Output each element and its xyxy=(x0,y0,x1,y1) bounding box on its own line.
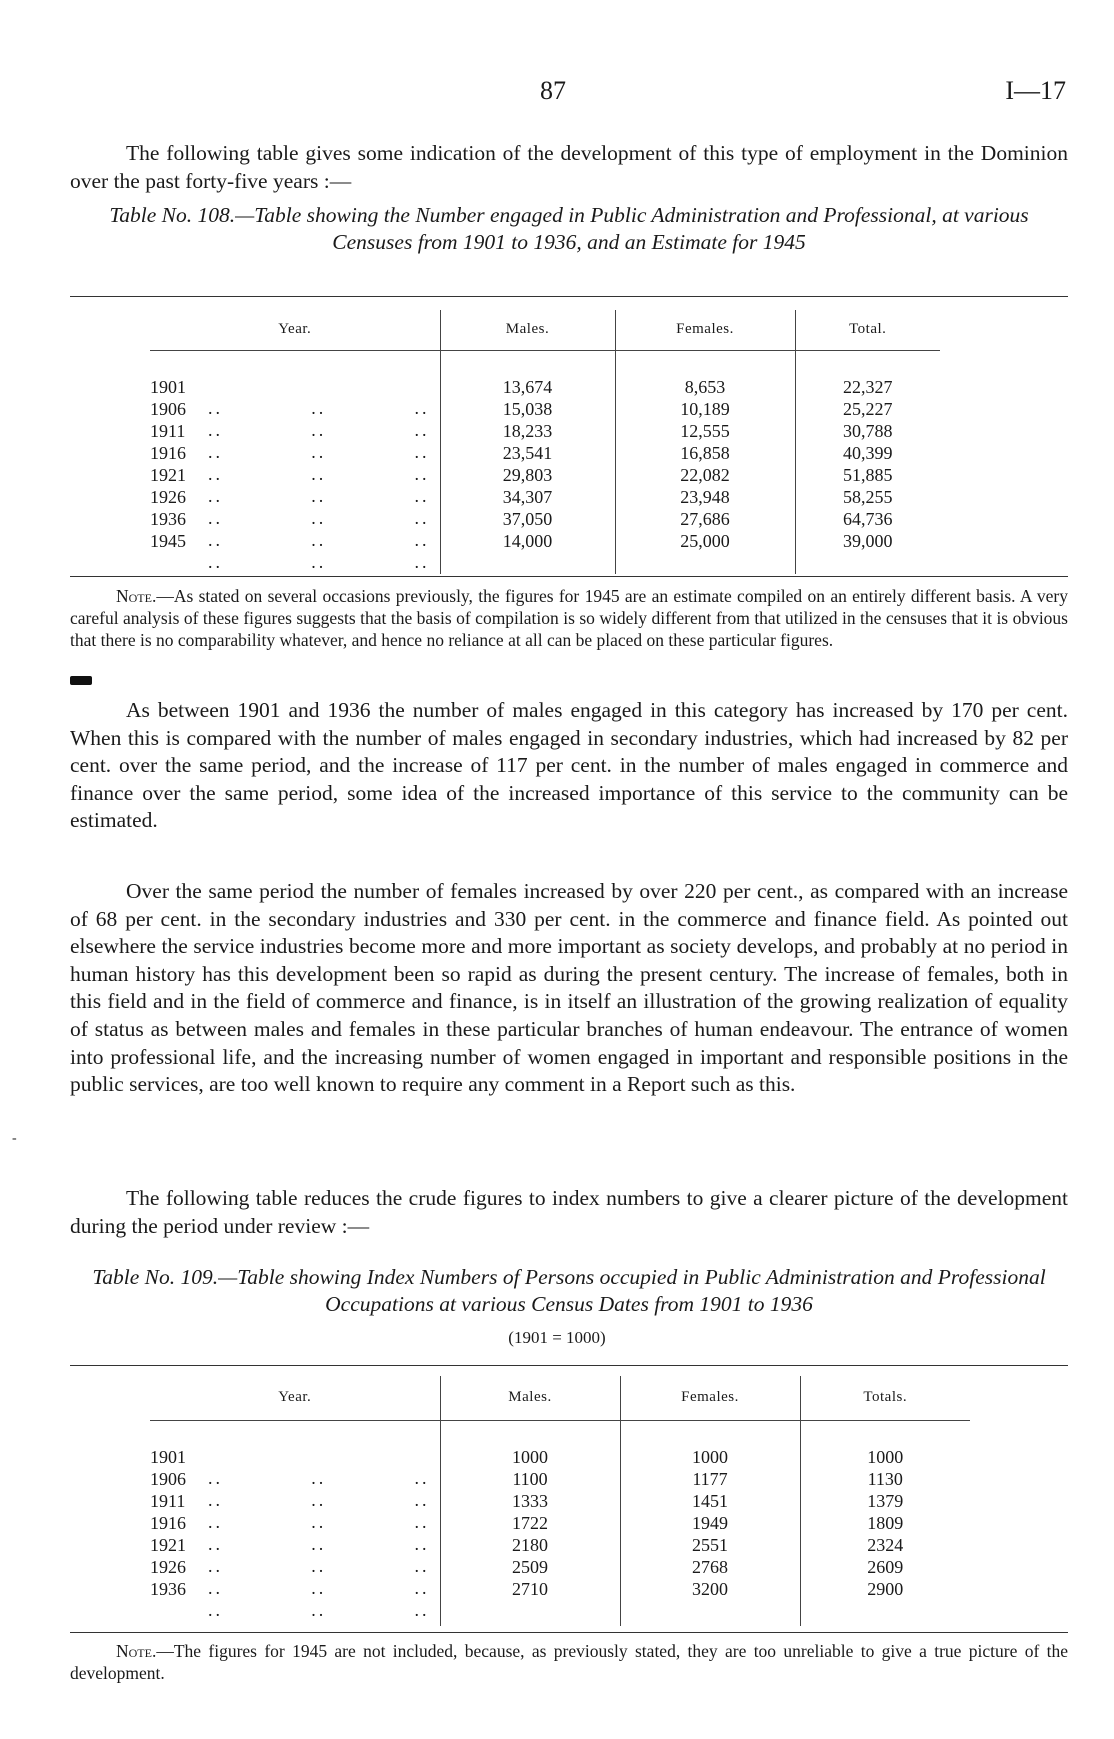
column-header-year: Year. xyxy=(278,1389,312,1406)
page-header xyxy=(0,76,1114,110)
dot-leader: .. .. .. xyxy=(208,397,430,418)
table-row xyxy=(150,508,940,530)
total-cell: 1000 xyxy=(800,1446,970,1468)
table-row xyxy=(150,1534,970,1556)
table-109 xyxy=(150,1376,970,1626)
table-row xyxy=(150,1512,970,1534)
year-label: 1936 xyxy=(150,508,186,529)
column-header-females: Females. xyxy=(615,310,795,350)
dot-leader: .. .. .. xyxy=(208,1555,430,1576)
table-108-header-row xyxy=(150,310,940,350)
males-cell: 1000 xyxy=(440,1446,620,1468)
total-cell: 64,736 xyxy=(795,508,940,530)
males-cell: 29,803 xyxy=(440,464,615,486)
table-108-note xyxy=(70,585,1068,651)
table-108-caption: Table No. 108.—Table showing the Number engaged in Public Administration and Professional, at various Censuses from 1901 to 1936, and an Estimate for 1945 xyxy=(109,203,1029,254)
females-cell: 16,858 xyxy=(615,442,795,464)
males-cell: 1722 xyxy=(440,1512,620,1534)
year-label: 1926 xyxy=(150,486,186,507)
dot-leader: .. .. .. xyxy=(208,551,430,572)
table-row xyxy=(150,1446,970,1468)
females-cell: 1000 xyxy=(620,1446,800,1468)
females-cell: 12,555 xyxy=(615,420,795,442)
page-reference: I—17 xyxy=(1005,76,1066,105)
table-109-caption: Table No. 109.—Table showing Index Numbers of Persons occupied in Public Administration and Professional Occupations at various Census Dates from 1901 to 1936 xyxy=(92,1265,1046,1316)
total-cell: 39,000 xyxy=(795,530,940,552)
column-header-total: Total. xyxy=(795,310,940,350)
table-108 xyxy=(150,310,940,574)
column-header-totals: Totals. xyxy=(800,1376,970,1420)
dot-leader: .. .. .. xyxy=(208,463,430,484)
total-cell: 25,227 xyxy=(795,398,940,420)
dot-leader: .. .. .. xyxy=(208,1533,430,1554)
year-label: 1901 xyxy=(150,1446,186,1467)
total-cell: 51,885 xyxy=(795,464,940,486)
table-row xyxy=(150,530,940,552)
table-109-note xyxy=(70,1640,1068,1684)
females-cell: 23,948 xyxy=(615,486,795,508)
males-cell: 2710 xyxy=(440,1578,620,1600)
note-label: Note. xyxy=(116,586,157,606)
table-109-header-row xyxy=(150,1376,970,1420)
year-label: 1921 xyxy=(150,464,186,485)
margin-mark: - xyxy=(12,1131,17,1146)
total-cell: 22,327 xyxy=(795,376,940,398)
males-cell: 2509 xyxy=(440,1556,620,1578)
year-label: 1911 xyxy=(150,420,186,441)
table-row xyxy=(150,464,940,486)
total-cell: 2900 xyxy=(800,1578,970,1600)
year-cell xyxy=(150,530,440,572)
table-row xyxy=(150,1556,970,1578)
table-row xyxy=(150,1490,970,1512)
year-label: 1906 xyxy=(150,398,186,419)
dot-leader: .. .. .. xyxy=(208,441,430,462)
females-cell: 3200 xyxy=(620,1578,800,1600)
males-cell: 15,038 xyxy=(440,398,615,420)
total-cell: 40,399 xyxy=(795,442,940,464)
females-cell: 1451 xyxy=(620,1490,800,1512)
females-cell: 1177 xyxy=(620,1468,800,1490)
females-cell: 8,653 xyxy=(615,376,795,398)
year-label: 1921 xyxy=(150,1534,186,1555)
females-cell: 2768 xyxy=(620,1556,800,1578)
males-cell: 23,541 xyxy=(440,442,615,464)
paragraph-females: Over the same period the number of females increased by over 220 per cent., as compared with an increase of 68 per cent. in the secondary industries and 330 per cent. in the commerce and finance field. As pointed out elsewhere the service industries become more and more important as society develops, and probably at no period in human history has this development been so rapid as during the present century. The increase of females, both in this field and in the field of commerce and finance, is in itself an illustration of the growing realization of equality of status as between males and females in these particular branches of human endeavour. The entrance of women into professional life, and the increasing number of women engaged in important and responsible positions in the public services, are too well known to require any comment in a Report such as this. xyxy=(70,879,1068,1097)
table-109-bottom-rule xyxy=(70,1632,1068,1633)
note-text: —As stated on several occasions previously, the figures for 1945 are an estimate compiled on an entirely different basis. A very careful analysis of these figures suggests that the basis of compilation is so widely different from that utilized in the censuses that it is obvious that there is no comparability whatever, and hence no reliance at all can be placed on these particular figures. xyxy=(70,586,1068,650)
females-cell: 25,000 xyxy=(615,530,795,552)
females-cell: 10,189 xyxy=(615,398,795,420)
table-109-body xyxy=(150,1446,970,1620)
males-cell: 14,000 xyxy=(440,530,615,552)
column-header-males: Males. xyxy=(440,1376,620,1420)
males-cell: 13,674 xyxy=(440,376,615,398)
total-cell: 30,788 xyxy=(795,420,940,442)
ink-blot xyxy=(70,676,92,685)
dot-leader: .. .. .. xyxy=(208,419,430,440)
page-number: 87 xyxy=(540,76,566,105)
dot-leader: .. .. .. xyxy=(208,1467,430,1488)
males-cell: 1100 xyxy=(440,1468,620,1490)
dot-leader: .. .. .. xyxy=(208,507,430,528)
year-cell xyxy=(150,1578,440,1620)
dot-leader: .. .. .. xyxy=(208,1599,430,1620)
intro-paragraph: The following table gives some indication of the development of this type of employment in the Dominion over the past forty-five years :— xyxy=(70,141,1068,193)
total-cell: 1130 xyxy=(800,1468,970,1490)
table-108-bottom-rule xyxy=(70,576,1068,577)
year-label: 1926 xyxy=(150,1556,186,1577)
females-cell: 1949 xyxy=(620,1512,800,1534)
table-108-top-rule xyxy=(70,296,1068,297)
year-label: 1906 xyxy=(150,1468,186,1489)
column-header-males: Males. xyxy=(440,310,615,350)
column-header-females: Females. xyxy=(620,1376,800,1420)
total-cell: 2609 xyxy=(800,1556,970,1578)
year-label: 1916 xyxy=(150,442,186,463)
dot-leader: .. .. .. xyxy=(208,529,430,550)
males-cell: 37,050 xyxy=(440,508,615,530)
table-109-subcaption: (1901 = 1000) xyxy=(508,1328,606,1347)
table-109-top-rule xyxy=(70,1365,1068,1366)
year-label: 1916 xyxy=(150,1512,186,1533)
paragraph-males: As between 1901 and 1936 the number of males engaged in this category has increased by 170 per cent. When this is compared with the number of males engaged in secondary industries, which had increased by 82 per cent. over the same period, and the increase of 117 per cent. in the number of males engaged in commerce and finance over the same period, some idea of the increased importance of this service to the community can be estimated. xyxy=(70,698,1068,833)
table-row xyxy=(150,376,940,398)
dot-leader: .. .. .. xyxy=(208,1489,430,1510)
year-label: 1901 xyxy=(150,376,186,397)
females-cell: 27,686 xyxy=(615,508,795,530)
total-cell: 1379 xyxy=(800,1490,970,1512)
total-cell: 2324 xyxy=(800,1534,970,1556)
females-cell: 2551 xyxy=(620,1534,800,1556)
note-text: —The figures for 1945 are not included, because, as previously stated, they are too unreliable to give a true picture of the development. xyxy=(70,1641,1068,1683)
table-row xyxy=(150,486,940,508)
table-108-body xyxy=(150,376,940,572)
table-row xyxy=(150,442,940,464)
males-cell: 2180 xyxy=(440,1534,620,1556)
table-row xyxy=(150,1468,970,1490)
dot-leader: .. .. .. xyxy=(208,1577,430,1598)
paragraph-index-intro: The following table reduces the crude figures to index numbers to give a clearer picture of the development during the period under review :— xyxy=(70,1186,1068,1238)
year-label: 1911 xyxy=(150,1490,186,1511)
table-row xyxy=(150,398,940,420)
table-row xyxy=(150,1578,970,1600)
dot-leader: .. .. .. xyxy=(208,1511,430,1532)
year-label: 1936 xyxy=(150,1578,186,1599)
year-label: 1945 xyxy=(150,530,186,551)
males-cell: 34,307 xyxy=(440,486,615,508)
males-cell: 1333 xyxy=(440,1490,620,1512)
males-cell: 18,233 xyxy=(440,420,615,442)
table-row xyxy=(150,420,940,442)
total-cell: 58,255 xyxy=(795,486,940,508)
total-cell: 1809 xyxy=(800,1512,970,1534)
note-label: Note. xyxy=(116,1641,157,1661)
females-cell: 22,082 xyxy=(615,464,795,486)
column-header-year: Year. xyxy=(278,321,312,338)
dot-leader: .. .. .. xyxy=(208,485,430,506)
